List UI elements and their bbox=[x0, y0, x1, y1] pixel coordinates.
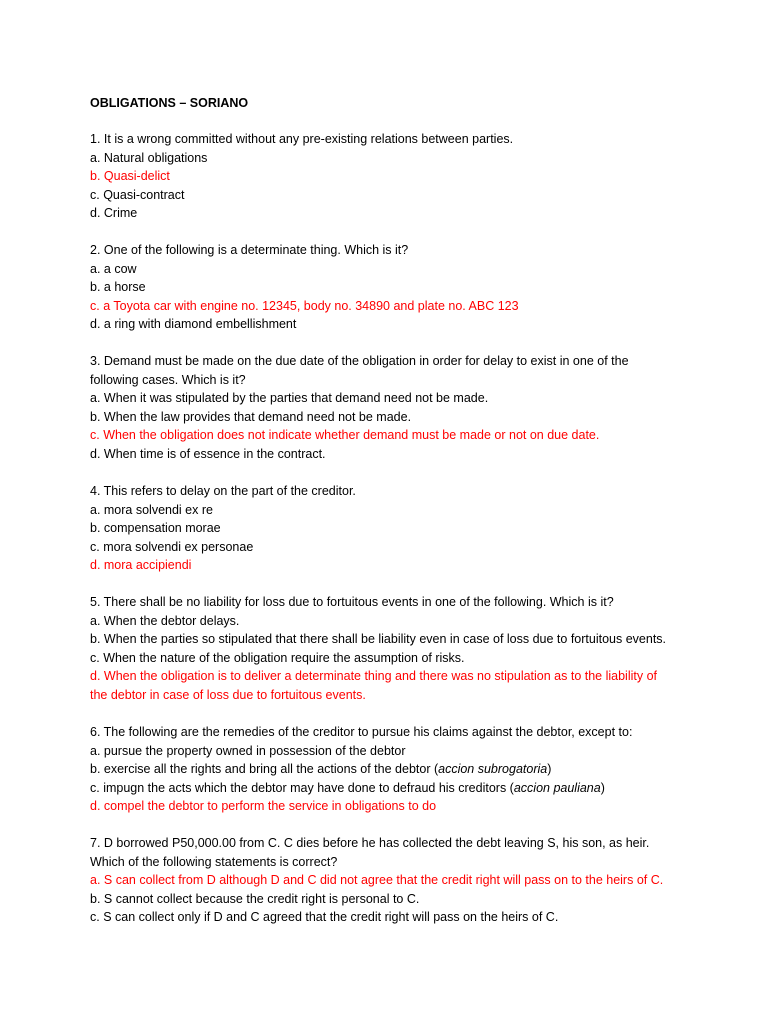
option-a: a. mora solvendi ex re bbox=[90, 502, 213, 517]
option-b: b. When the parties so stipulated that there shall be liability even in case of loss due to fortuitous events. bbox=[90, 632, 667, 646]
option-c-latin-term: accion pauliana bbox=[513, 780, 601, 795]
question-stem-line-1: 7. D borrowed P50,000.00 from C. C dies before he has collected the debt leaving S, his son, as heir. bbox=[90, 836, 650, 850]
question-stem: 1. It is a wrong committed without any pre-existing relations between parties. bbox=[90, 132, 514, 146]
option-b-close-paren: ) bbox=[547, 762, 552, 776]
option-a: a. When the debtor delays. bbox=[90, 613, 240, 628]
option-b-text: b. exercise all the rights and bring all the actions of the debtor ( bbox=[90, 762, 439, 776]
option-c: c. mora solvendi ex personae bbox=[90, 539, 254, 554]
option-a: a. pursue the property owned in possession of the debtor bbox=[90, 743, 406, 758]
option-b: b. a horse bbox=[90, 280, 146, 294]
question-stem: 5. There shall be no liability for loss due to fortuitous events in one of the following. Which is it? bbox=[90, 595, 614, 609]
option-d: d. a ring with diamond embellishment bbox=[90, 317, 297, 331]
option-a-correct-answer: a. S can collect from D although D and C did not agree that the credit right will pass on to the heirs of C. bbox=[90, 873, 664, 887]
question-2 bbox=[90, 241, 690, 334]
option-b-latin-term: accion subrogatoria bbox=[438, 762, 548, 776]
question-5 bbox=[90, 593, 690, 704]
option-d-correct-answer: d. compel the debtor to perform the service in obligations to do bbox=[90, 799, 437, 813]
option-c: c. When the nature of the obligation require the assumption of risks. bbox=[90, 650, 465, 665]
option-c-close-paren: ) bbox=[600, 780, 605, 795]
document-title: OBLIGATIONS – SORIANO bbox=[90, 96, 249, 110]
option-a: a. When it was stipulated by the parties that demand need not be made. bbox=[90, 391, 489, 405]
option-c: c. S can collect only if D and C agreed that the credit right will pass on the heirs of C. bbox=[90, 910, 559, 924]
option-d-correct-answer-line-1: d. When the obligation is to deliver a determinate thing and there was no stipulation as to the liability of bbox=[90, 669, 658, 683]
option-b: b. When the law provides that demand need not be made. bbox=[90, 409, 412, 424]
question-stem-line-1: 3. Demand must be made on the due date of the obligation in order for delay to exist in one of the bbox=[90, 354, 629, 368]
question-stem: 6. The following are the remedies of the creditor to pursue his claims against the debtor, except to: bbox=[90, 725, 633, 739]
option-a: a. a cow bbox=[90, 261, 137, 276]
option-d-correct-answer: d. mora accipiendi bbox=[90, 558, 192, 572]
option-d: d. Crime bbox=[90, 206, 138, 220]
option-c-text: c. impugn the acts which the debtor may have done to defraud his creditors ( bbox=[90, 780, 514, 795]
option-c-correct-answer: c. a Toyota car with engine no. 12345, body no. 34890 and plate no. ABC 123 bbox=[90, 298, 519, 313]
option-d: d. When time is of essence in the contract. bbox=[90, 446, 326, 461]
question-stem: 2. One of the following is a determinate thing. Which is it? bbox=[90, 243, 409, 257]
question-3 bbox=[90, 352, 690, 463]
option-c bbox=[90, 779, 690, 798]
option-b-correct-answer: b. Quasi-delict bbox=[90, 169, 170, 183]
option-c-correct-answer: c. When the obligation does not indicate whether demand must be made or not on due date. bbox=[90, 428, 600, 442]
option-b bbox=[90, 760, 690, 779]
option-b: b. compensation morae bbox=[90, 521, 221, 535]
option-c: c. Quasi-contract bbox=[90, 187, 185, 202]
question-stem: 4. This refers to delay on the part of the creditor. bbox=[90, 484, 356, 498]
question-stem-line-2: following cases. Which is it? bbox=[90, 372, 246, 387]
option-d-correct-answer-line-2: the debtor in case of loss due to fortuitous events. bbox=[90, 687, 366, 702]
question-1 bbox=[90, 130, 690, 223]
option-b: b. S cannot collect because the credit right is personal to C. bbox=[90, 891, 420, 906]
question-6 bbox=[90, 723, 690, 816]
question-stem-line-2: Which of the following statements is correct? bbox=[90, 854, 338, 869]
question-4 bbox=[90, 482, 690, 575]
question-7 bbox=[90, 834, 690, 927]
option-a: a. Natural obligations bbox=[90, 150, 208, 165]
